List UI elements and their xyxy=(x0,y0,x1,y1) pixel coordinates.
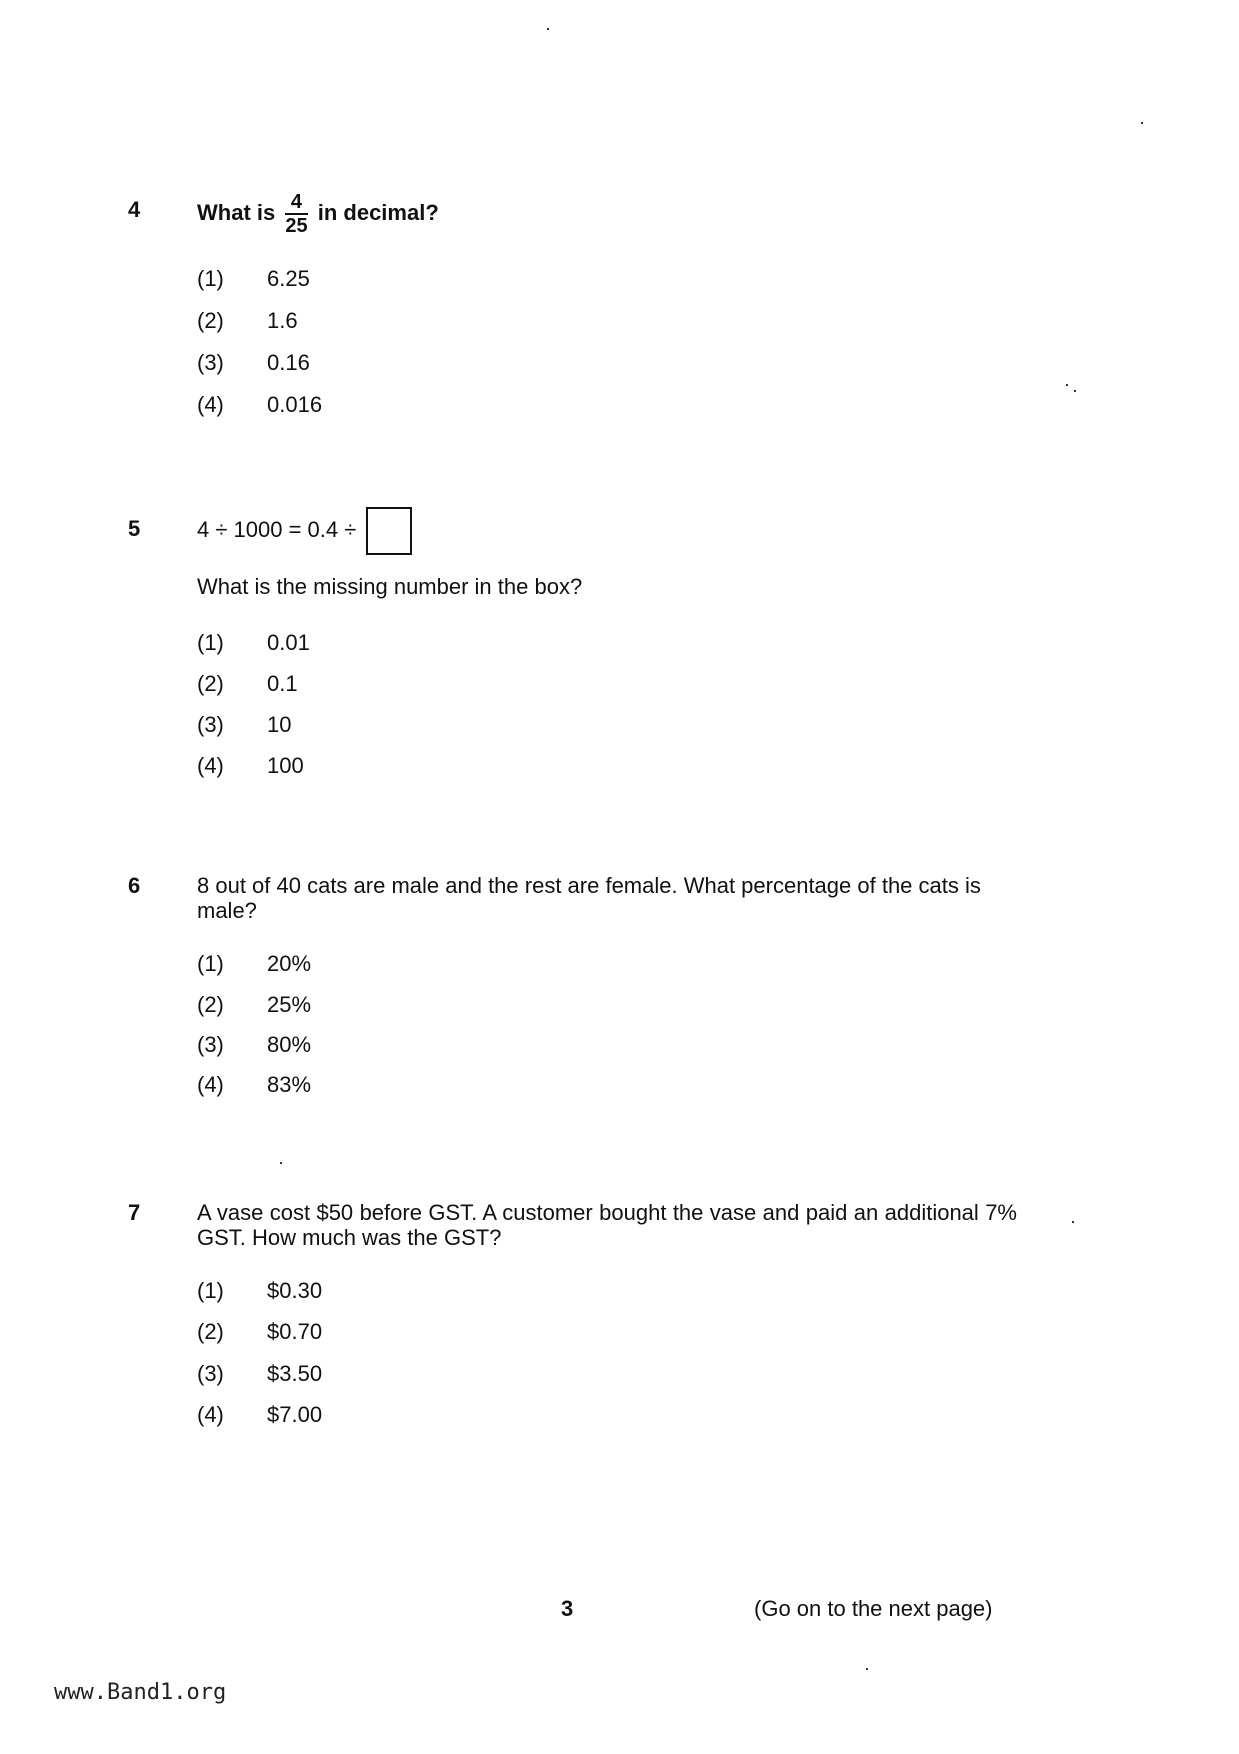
option-value: 0.01 xyxy=(267,630,310,655)
option-value: 20% xyxy=(267,951,312,976)
option-value: 0.16 xyxy=(267,350,310,375)
answer-option[interactable] xyxy=(197,1278,322,1304)
option-label: (1) xyxy=(197,266,224,291)
scan-speck xyxy=(1072,1221,1074,1223)
question-prompt: What is the missing number in the box? xyxy=(197,574,583,599)
scan-speck xyxy=(1066,384,1068,386)
option-value: $0.70 xyxy=(267,1319,323,1344)
answer-option[interactable] xyxy=(197,308,298,334)
option-value: 25% xyxy=(267,992,312,1017)
option-label: (3) xyxy=(197,1361,224,1386)
stem-after: in decimal? xyxy=(317,199,439,225)
option-value: $0.30 xyxy=(267,1278,323,1303)
answer-option[interactable] xyxy=(197,671,298,697)
option-value: 80% xyxy=(267,1032,312,1057)
option-value: 10 xyxy=(267,712,292,737)
question-number: 7 xyxy=(128,1200,141,1225)
option-label: (1) xyxy=(197,951,224,976)
fraction-denominator: 25 xyxy=(285,215,308,237)
answer-option[interactable] xyxy=(197,951,311,977)
option-label: (4) xyxy=(197,392,224,417)
option-value: 100 xyxy=(267,753,304,778)
option-label: (4) xyxy=(197,1402,224,1427)
answer-option[interactable] xyxy=(197,1032,311,1058)
next-page-note: (Go on to the next page) xyxy=(754,1596,993,1621)
question-number: 5 xyxy=(128,516,141,541)
option-value: 83% xyxy=(267,1072,312,1097)
option-value: 6.25 xyxy=(267,266,310,291)
scan-speck xyxy=(280,1162,282,1164)
option-value: 0.016 xyxy=(267,392,323,417)
answer-option[interactable] xyxy=(197,753,304,779)
option-label: (3) xyxy=(197,1032,224,1057)
question-text: 8 out of 40 cats are male and the rest are female. What percentage of the cats is male? xyxy=(197,873,981,923)
option-label: (2) xyxy=(197,992,224,1017)
fraction-numerator: 4 xyxy=(285,192,307,215)
equation xyxy=(197,507,1017,555)
scan-speck xyxy=(1074,390,1076,392)
question-stem xyxy=(197,192,1017,236)
option-label: (2) xyxy=(197,1319,224,1344)
answer-option[interactable] xyxy=(197,350,310,376)
scan-speck xyxy=(1141,122,1143,124)
answer-option[interactable] xyxy=(197,392,322,418)
option-value: 1.6 xyxy=(267,308,298,333)
option-label: (1) xyxy=(197,1278,224,1303)
scan-speck xyxy=(547,28,549,30)
answer-option[interactable] xyxy=(197,266,310,292)
option-label: (3) xyxy=(197,350,224,375)
option-value: $7.00 xyxy=(267,1402,323,1427)
answer-option[interactable] xyxy=(197,1072,311,1098)
answer-option[interactable] xyxy=(197,712,291,738)
option-label: (4) xyxy=(197,753,224,778)
option-label: (3) xyxy=(197,712,224,737)
question-text: A vase cost $50 before GST. A customer bought the vase and paid an additional 7% GST. How much was the GST? xyxy=(197,1200,1017,1250)
answer-option[interactable] xyxy=(197,1319,322,1345)
answer-box xyxy=(366,507,412,555)
page-number: 3 xyxy=(561,1596,574,1621)
answer-option[interactable] xyxy=(197,1402,322,1428)
option-label: (2) xyxy=(197,308,224,333)
scan-speck xyxy=(866,1668,868,1670)
option-label: (1) xyxy=(197,630,224,655)
question-number: 4 xyxy=(128,197,141,222)
question-number: 6 xyxy=(128,873,141,898)
answer-option[interactable] xyxy=(197,630,310,656)
option-label: (2) xyxy=(197,671,224,696)
watermark: www.Band1.org xyxy=(54,1680,227,1705)
stem-before: What is xyxy=(197,199,276,225)
fraction xyxy=(285,192,307,236)
option-label: (4) xyxy=(197,1072,224,1097)
answer-option[interactable] xyxy=(197,992,311,1018)
equation-text: 4 ÷ 1000 = 0.4 ÷ xyxy=(197,516,357,542)
option-value: $3.50 xyxy=(267,1361,323,1386)
option-value: 0.1 xyxy=(267,671,298,696)
answer-option[interactable] xyxy=(197,1361,322,1387)
